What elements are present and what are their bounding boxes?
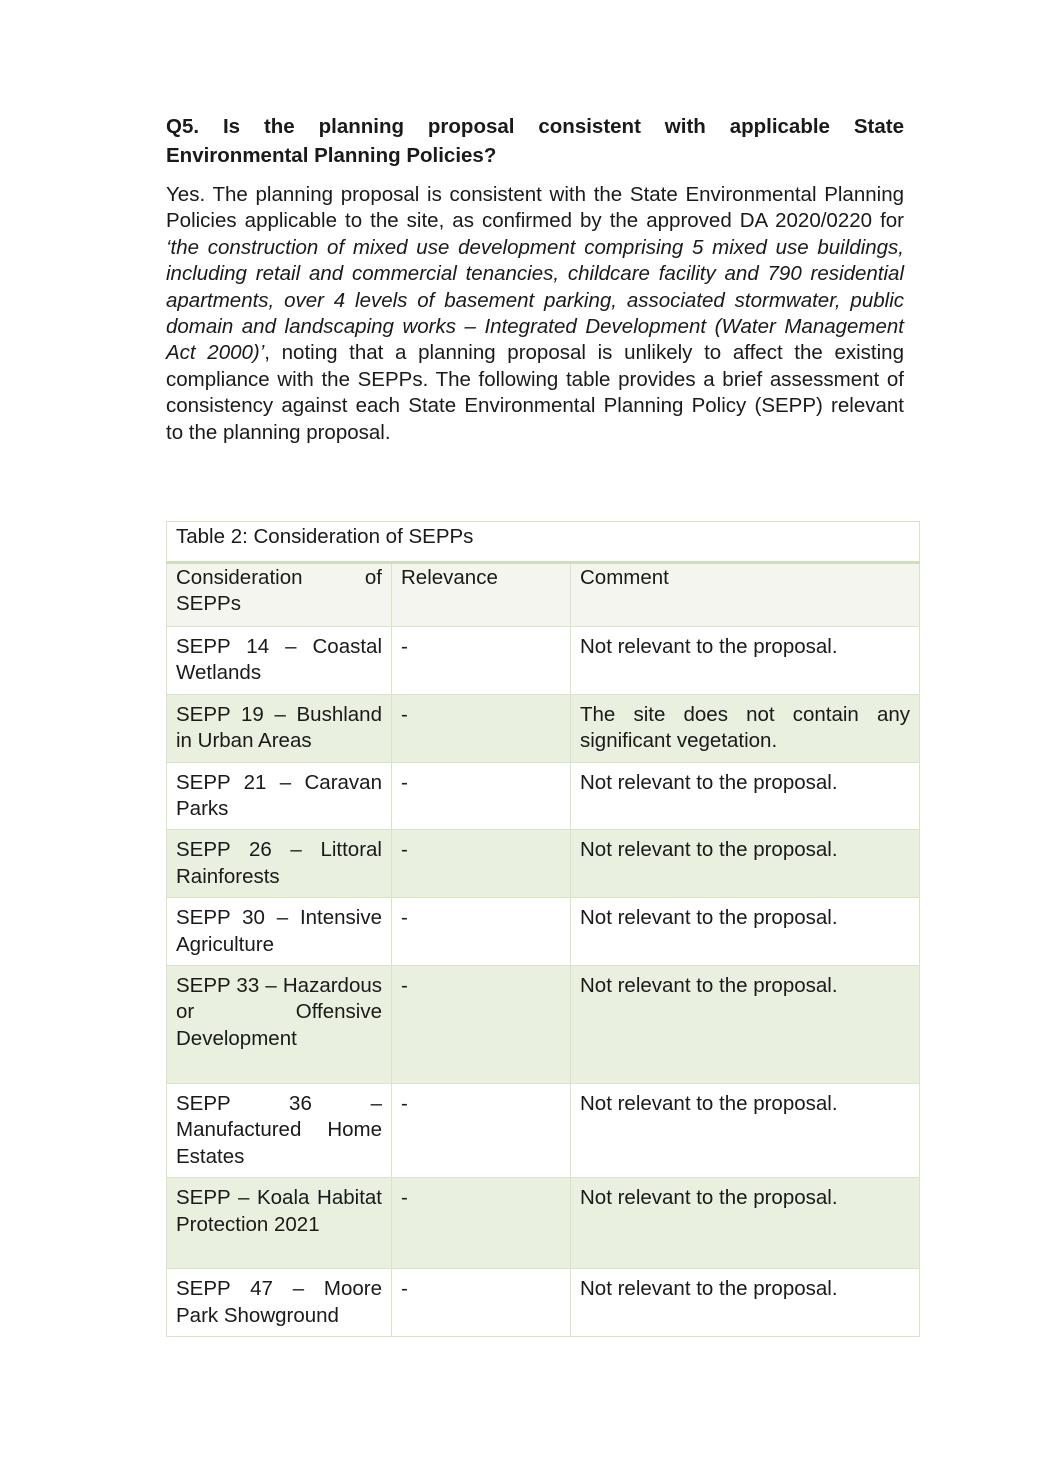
comment-cell: Not relevant to the proposal. <box>571 1269 920 1337</box>
comment-cell: Not relevant to the proposal. <box>571 1084 920 1178</box>
relevance-cell: - <box>392 1269 571 1337</box>
comment-cell: Not relevant to the proposal. <box>571 762 920 830</box>
header-comment: Comment <box>571 563 920 627</box>
relevance-cell: - <box>392 762 571 830</box>
sepp-cell: SEPP 36 – Manufactured Home Estates <box>167 1084 392 1178</box>
table-row <box>167 898 920 966</box>
paragraph-quote: ‘the construction of mixed use development comprising 5 mixed use buildings, including retail and commercial tenancies, childcare facility and 790 residential apartments, over 4 levels of basement parking, associated stormwater, public domain and landscaping works – Integrated Development (Water Management Act 2000)’ <box>166 235 904 365</box>
table-header-row <box>167 563 920 627</box>
sepp-cell: SEPP 14 – Coastal Wetlands <box>167 627 392 695</box>
sepp-cell: SEPP – Koala Habitat Protection 2021 <box>167 1178 392 1269</box>
sepp-cell: SEPP 30 – Intensive Agriculture <box>167 898 392 966</box>
relevance-cell: - <box>392 898 571 966</box>
table-row <box>167 1084 920 1178</box>
paragraph-conclusion: , noting that a planning proposal is unlikely to affect the existing compliance with the SEPPs. The following table provides a brief assessment of consistency against each State Environmental Planning Policy (SEPP) relevant to the planning proposal. <box>166 341 904 444</box>
relevance-cell: - <box>392 1178 571 1269</box>
relevance-cell: - <box>392 627 571 695</box>
comment-cell: Not relevant to the proposal. <box>571 830 920 898</box>
table-row <box>167 830 920 898</box>
table-caption: Table 2: Consideration of SEPPs <box>167 522 920 563</box>
relevance-cell: - <box>392 1084 571 1178</box>
relevance-cell: - <box>392 694 571 762</box>
paragraph-intro: Yes. The planning proposal is consistent with the State Environmental Planning Policies applicable to the site, as confirmed by the approved DA 2020/0220 for <box>166 183 904 233</box>
table-row <box>167 1178 920 1269</box>
table-row <box>167 627 920 695</box>
relevance-cell: - <box>392 830 571 898</box>
header-consideration: Consideration of SEPPs <box>167 563 392 627</box>
relevance-cell: - <box>392 966 571 1084</box>
comment-cell: Not relevant to the proposal. <box>571 627 920 695</box>
table-row <box>167 694 920 762</box>
header-relevance: Relevance <box>392 563 571 627</box>
table-row <box>167 762 920 830</box>
document-page <box>166 112 904 446</box>
sepp-cell: SEPP 26 – Littoral Rainforests <box>167 830 392 898</box>
comment-cell: Not relevant to the proposal. <box>571 898 920 966</box>
sepp-cell: SEPP 21 – Caravan Parks <box>167 762 392 830</box>
table-row <box>167 966 920 1084</box>
sepp-consideration-table <box>166 521 920 1337</box>
sepp-cell: SEPP 19 – Bushland in Urban Areas <box>167 694 392 762</box>
sepp-cell: SEPP 47 – Moore Park Showground <box>167 1269 392 1337</box>
table-caption-row <box>167 522 920 563</box>
body-paragraph <box>166 182 904 446</box>
comment-cell: Not relevant to the proposal. <box>571 966 920 1084</box>
comment-cell: The site does not contain any significant vegetation. <box>571 694 920 762</box>
comment-cell: Not relevant to the proposal. <box>571 1178 920 1269</box>
table-row <box>167 1269 920 1337</box>
sepp-cell: SEPP 33 – Hazardous or Offensive Development <box>167 966 392 1084</box>
question-heading: Q5. Is the planning proposal consistent with applicable State Environmental Planning Policies? <box>166 115 904 167</box>
